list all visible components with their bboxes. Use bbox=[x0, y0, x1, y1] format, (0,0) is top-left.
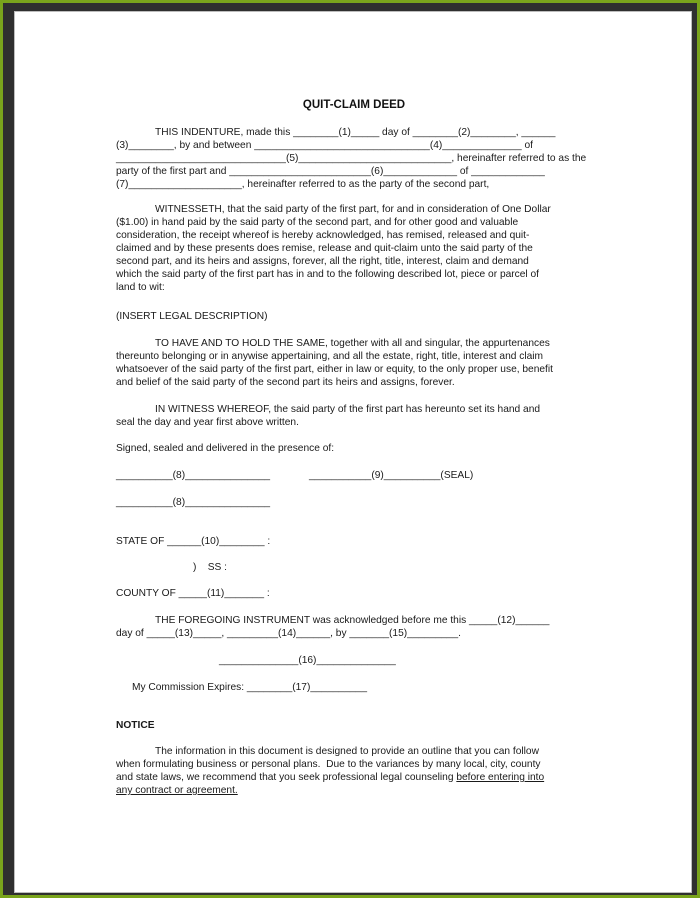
indenture-line: (3)________, by and between _______________________________(4)______________ of bbox=[116, 140, 533, 151]
grantor-signature-line: ___________(9)__________(SEAL) bbox=[309, 470, 474, 481]
indenture-line: party of the first part and _________________________(6)_____________ of _____________ bbox=[116, 166, 545, 177]
notice-underlined-text: before entering into bbox=[456, 772, 545, 783]
notice-underlined-text: any contract or agreement. bbox=[116, 785, 238, 796]
notice-heading: NOTICE bbox=[116, 720, 155, 731]
acknowledgment-line: day of _____(13)_____, _________(14)______, by _______(15)_________. bbox=[116, 628, 461, 639]
notice-line: when formulating business or personal plans. Due to the variances by many local, city, county bbox=[116, 759, 541, 770]
signed-statement: Signed, sealed and delivered in the presence of: bbox=[116, 443, 335, 454]
indenture-line: (7)____________________, hereinafter referred to as the party of the second part, bbox=[116, 179, 490, 190]
notice-text: and state laws, we recommend that you seek professional legal counseling bbox=[116, 772, 457, 783]
notice-line bbox=[116, 771, 544, 784]
county-line: COUNTY OF _____(11)_______ : bbox=[116, 588, 270, 599]
document-title: QUIT-CLAIM DEED bbox=[302, 99, 406, 111]
witness-signature-line: __________(8)_______________ bbox=[116, 497, 271, 508]
state-line: STATE OF ______(10)________ : bbox=[116, 536, 271, 547]
legal-description: (INSERT LEGAL DESCRIPTION) bbox=[116, 311, 268, 322]
ss-line: ) SS : bbox=[193, 562, 227, 573]
in-witness-line: seal the day and year first above written. bbox=[116, 417, 299, 428]
in-witness-line: IN WITNESS WHEREOF, the said party of the first part has hereunto set its hand and bbox=[155, 404, 541, 415]
witnesseth-line: which the said party of the first part has in and to the following described lot, piece or parcel of bbox=[116, 269, 540, 280]
commission-expires-line: My Commission Expires: ________(17)__________ bbox=[132, 682, 368, 693]
notary-signature-line: ______________(16)______________ bbox=[219, 655, 396, 666]
habendum-line: whatsoever of the said party of the first part, either in law or equity, to the only proper use, benefit bbox=[116, 364, 553, 375]
habendum-line: thereunto belonging or in anywise appertaining, and all the estate, right, title, interest and claim bbox=[116, 351, 544, 362]
acknowledgment-line: THE FOREGOING INSTRUMENT was acknowledged before me this _____(12)______ bbox=[155, 615, 550, 626]
witnesseth-line: claimed and by these presents does remise, release and quit-claim unto the said party of the bbox=[116, 243, 533, 254]
witnesseth-line: WITNESSETH, that the said party of the first part, for and in consideration of One Dollar bbox=[155, 204, 551, 215]
notice-line: The information in this document is designed to provide an outline that you can follow bbox=[155, 746, 539, 757]
indenture-line: THIS INDENTURE, made this ________(1)_____ day of ________(2)________, ______ bbox=[155, 127, 556, 138]
habendum-line: TO HAVE AND TO HOLD THE SAME, together with all and singular, the appurtenances bbox=[155, 338, 550, 349]
witnesseth-line: land to wit: bbox=[116, 282, 165, 293]
witnesseth-line: second part, and its heirs and assigns, forever, all the right, title, interest, claim and demand bbox=[116, 256, 529, 267]
indenture-line: ______________________________(5)___________________________, hereinafter referred to as the bbox=[116, 153, 587, 164]
document-page bbox=[14, 11, 692, 893]
habendum-line: and belief of the said party of the second part its heirs and assigns, forever. bbox=[116, 377, 455, 388]
witness-signature-line: __________(8)_______________ bbox=[116, 470, 271, 481]
witnesseth-line: consideration, the receipt whereof is hereby acknowledged, has remised, released and quit- bbox=[116, 230, 530, 241]
witnesseth-line: ($1.00) in hand paid by the said party of the second part, and for other good and valuable bbox=[116, 217, 519, 228]
